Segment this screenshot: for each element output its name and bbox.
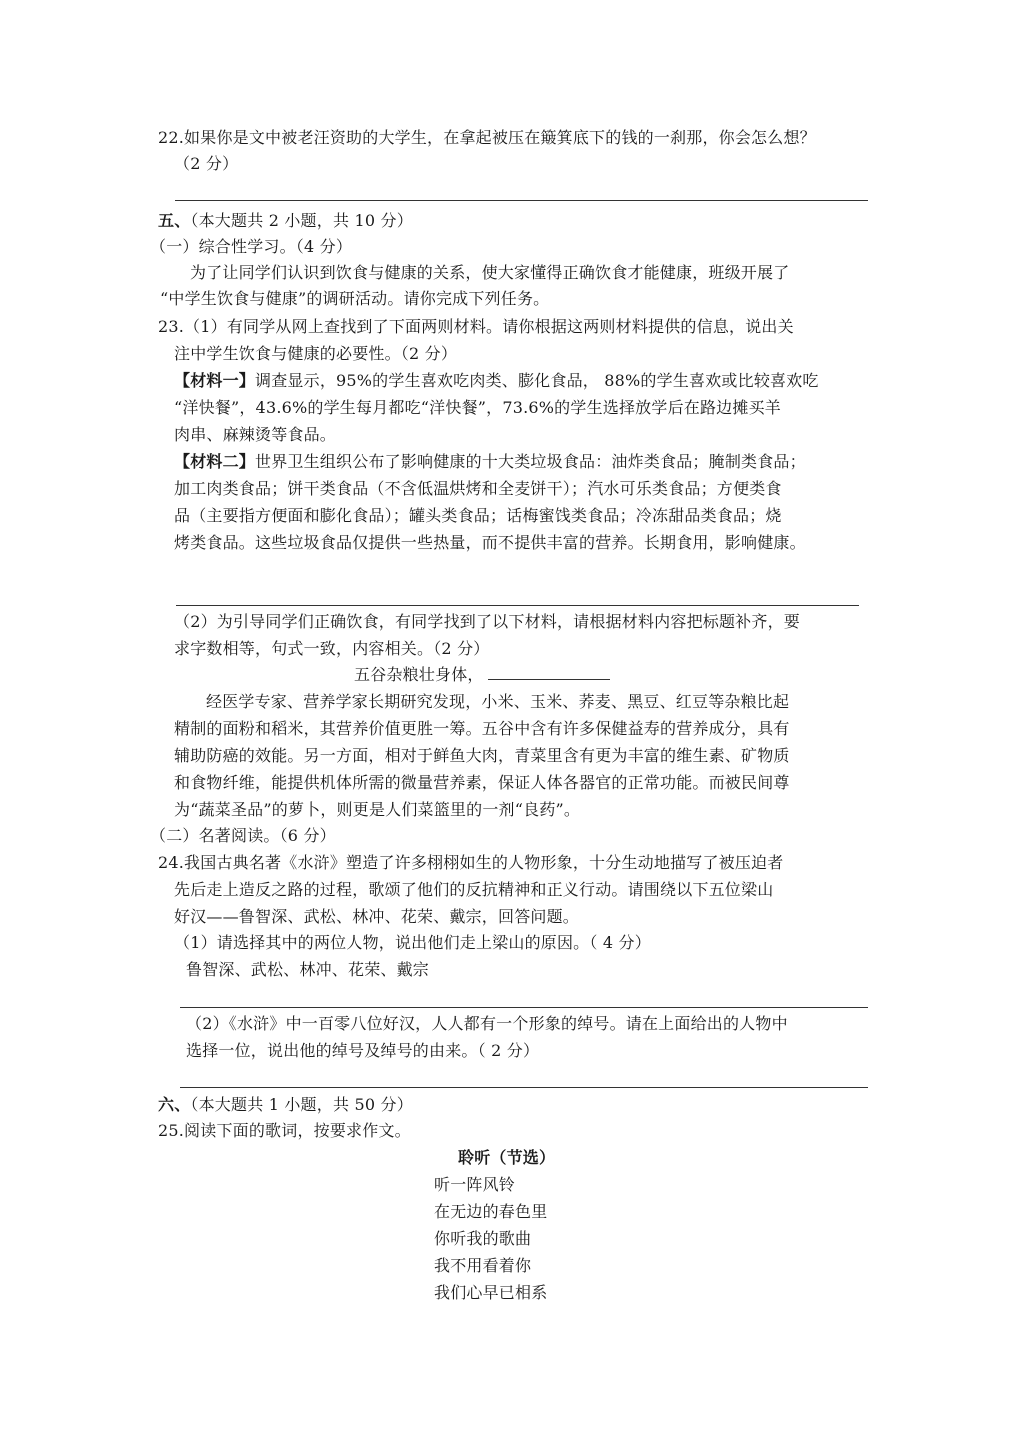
passage-line3: 辅助防癌的效能。另一方面，相对于鲜鱼大肉，青菜里含有更为丰富的维生素、矿物质	[174, 746, 790, 765]
q23-2-line2: 求字数相等，句式一致，内容相关。（2 分）	[174, 639, 490, 658]
poem-line3: 你听我的歌曲	[434, 1229, 532, 1248]
passage-line2: 精制的面粉和稻米，其营养价值更胜一筹。五谷中含有许多保健益寿的营养成分，具有	[174, 719, 790, 738]
q23-1-line1: 23.（1）有同学从网上查找到了下面两则材料。请你根据这两则材料提供的信息，说出关	[158, 317, 794, 336]
material2-line3: 品（主要指方便面和膨化食品）；罐头类食品；话梅蜜饯类食品；冷冻甜品类食品；烧	[174, 506, 782, 525]
material2-line4: 烤类食品。这些垃圾食品仅提供一些热量，而不提供丰富的营养。长期食用，影响健康。	[174, 533, 806, 552]
material2-line2: 加工肉类食品；饼干类食品（不含低温烘烤和全麦饼干）；汽水可乐类食品；方便类食	[174, 479, 782, 498]
passage-line5: 为“蔬菜圣品”的萝卜，则更是人们菜篮里的一剂“良药”。	[174, 800, 581, 819]
intro-line1: 为了让同学们认识到饮食与健康的关系，使大家懂得正确饮食才能健康，班级开展了	[190, 263, 790, 282]
title-prompt	[354, 663, 610, 686]
material2-label: 【材料二】	[174, 452, 256, 471]
q22-line1: 22.如果你是文中被老汪资助的大学生，在拿起被压在簸箕底下的钱的一刹那，你会怎么想？	[158, 128, 816, 147]
section5-heading	[158, 210, 413, 232]
section5-note: （本大题共 2 小题，共 10 分）	[190, 211, 413, 230]
material1-text1: 调查显示，95%的学生喜欢吃肉类、膨化食品， 88%的学生喜欢或比较喜欢吃	[255, 371, 819, 390]
part2-title: （二）名著阅读。（6 分）	[150, 826, 336, 845]
poem-line5: 我们心早已相系	[434, 1283, 548, 1302]
answer-line-q24-1[interactable]	[180, 1007, 868, 1008]
q24-2-line2: 选择一位，说出他的绰号及绰号的由来。（ 2 分）	[186, 1041, 540, 1060]
q23-2-line1: （2）为引导同学们正确饮食，有同学找到了以下材料，请根据材料内容把标题补齐，要	[174, 612, 800, 631]
material2-line1	[174, 451, 806, 473]
poem-line4: 我不用看着你	[434, 1256, 532, 1275]
section6-number: 六、	[158, 1095, 191, 1114]
material1-line3: 肉串、麻辣烫等食品。	[174, 425, 337, 444]
poem-title: 聆听（节选）	[458, 1148, 556, 1167]
section6-note: （本大题共 1 小题，共 50 分）	[190, 1095, 413, 1114]
q24-1: （1）请选择其中的两位人物，说出他们走上梁山的原因。（ 4 分）	[174, 933, 651, 952]
material1-label: 【材料一】	[174, 371, 256, 390]
q24-2-line1: （2）《水浒》中一百零八位好汉，人人都有一个形象的绰号。请在上面给出的人物中	[186, 1014, 788, 1033]
part1-title: （一）综合性学习。（4 分）	[150, 237, 353, 256]
q23-1-line2: 注中学生饮食与健康的必要性。（2 分）	[174, 344, 458, 363]
section6-heading	[158, 1094, 413, 1116]
answer-line-q23-1[interactable]	[176, 605, 859, 606]
material2-text1: 世界卫生组织公布了影响健康的十大类垃圾食品：油炸类食品；腌制类食品；	[255, 452, 806, 471]
q24-line3: 好汉——鲁智深、武松、林冲、花荣、戴宗，回答问题。	[174, 907, 580, 926]
q24-names: 鲁智深、武松、林冲、花荣、戴宗	[186, 960, 430, 979]
passage-line1: 经医学专家、营养学家长期研究发现，小米、玉米、荞麦、黑豆、红豆等杂粮比起	[206, 692, 790, 711]
q25: 25.阅读下面的歌词，按要求作文。	[158, 1121, 411, 1140]
q22-line2: （2 分）	[174, 154, 239, 173]
q24-line2: 先后走上造反之路的过程，歌颂了他们的反抗精神和正义行动。请围绕以下五位梁山	[174, 880, 774, 899]
poem-line2: 在无边的春色里	[434, 1202, 548, 1221]
intro-line2: “中学生饮食与健康”的调研活动。请你完成下列任务。	[160, 289, 550, 308]
section5-number: 五、	[158, 211, 191, 230]
title-prompt-text: 五谷杂粮壮身体，	[354, 665, 484, 684]
title-blank[interactable]	[488, 663, 610, 680]
material1-line2: “洋快餐”，43.6%的学生每月都吃“洋快餐”，73.6%的学生选择放学后在路边摊买羊	[174, 398, 781, 417]
q24-line1: 24.我国古典名著《水浒》塑造了许多栩栩如生的人物形象，十分生动地描写了被压迫者	[158, 853, 784, 872]
answer-line-q24-2[interactable]	[180, 1087, 868, 1088]
material1-line1	[174, 370, 819, 392]
answer-line-q22[interactable]	[175, 200, 868, 201]
poem-line1: 听一阵风铃	[434, 1175, 516, 1194]
passage-line4: 和食物纤维，能提供机体所需的微量营养素，保证人体各器官的正常功能。而被民间尊	[174, 773, 790, 792]
